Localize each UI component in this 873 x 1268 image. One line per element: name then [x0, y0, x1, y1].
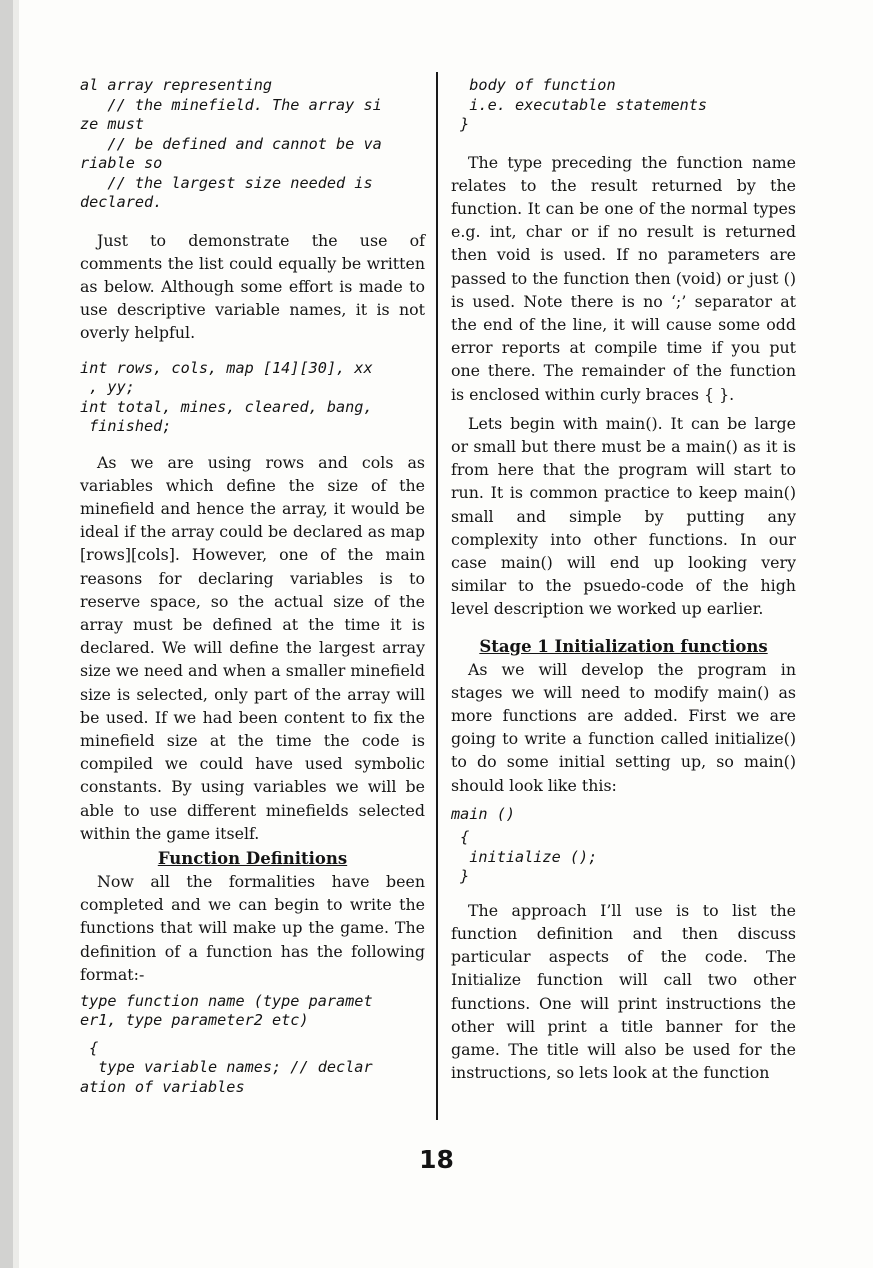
paragraph-stages: As we will develop the program in stages we will need to modify main() as more functions are added. First we are going to write a function called initialize() to do some initial setting up, so main() should look like this: [451, 659, 796, 795]
code-line: main () [451, 804, 516, 823]
code-line: ation of variables [80, 1077, 245, 1096]
section-heading-function-definitions: Function Definitions [157, 848, 348, 868]
paragraph-function-format: Now all the formalities have been completed and we can begin to write the functions that will make up the game. The definition of a function has the following format:- [80, 871, 425, 984]
code-block-declarations [80, 359, 425, 437]
code-line: i.e. executable statements [451, 95, 708, 114]
code-line: er1, type parameter2 etc) [80, 1011, 309, 1030]
code-block-main [451, 805, 796, 887]
code-line: } [451, 867, 470, 886]
paragraph-comments-demo: Just to demonstrate the use of comments the list could equally be written as below. Although some effort is made to use descriptive variable names, it is not overly helpful. [80, 230, 425, 343]
code-line: int rows, cols, map [14][30], xx [80, 358, 373, 377]
code-line: initialize (); [451, 847, 598, 866]
paragraph-array-size: As we are using rows and cols as variables which define the size of the minefield and hence the array, it would be ideal if the array could be declared as map [rows][cols]. However, one of the main reasons for declaring variables is to reserve space, so the actual size of the array must be defined at the time it is declared. We will define the largest array size we need and when a smaller minefield size is selected, only part of the array will be used. If we had been content to fix the minefield size at the time the code is compiled we could have used symbolic constants. By using variables we will be able to use different minefields selected within the game itself. [80, 452, 425, 843]
page-number: 18 [419, 1145, 454, 1174]
code-line: ze must [80, 115, 145, 133]
code-line: type function name (type paramet [80, 991, 373, 1010]
paragraph-approach: The approach I’ll use is to list the function definition and then discuss particular aspects of the code. The Initialize function will call two other functions. One will print instructions the other will print a title banner for the game. The title will also be used for the instructions, so lets look at the function [451, 900, 796, 1083]
code-line: { [451, 828, 470, 847]
code-line: riable so [80, 154, 163, 172]
left-column [80, 76, 425, 1097]
code-line: { [80, 1038, 99, 1057]
code-line: declared. [80, 193, 163, 211]
paragraph-main-function: Lets begin with main(). It can be large or small but there must be a main() as it is from here that the program will start to run. It is common practice to keep main() small and simple by putting any complexity into other functions. In our case main() will end up looking very similar to the psuedo-code of the high level description we worked up earlier. [451, 413, 796, 619]
right-column [451, 76, 796, 1084]
code-line: type variable names; // declar [80, 1058, 373, 1077]
code-line: // the minefield. The array si [80, 95, 382, 114]
code-line: finished; [80, 417, 172, 436]
code-line: int total, mines, cleared, bang, [80, 397, 373, 416]
code-line: } [451, 115, 470, 133]
column-divider [436, 72, 438, 1120]
code-block-comments [80, 76, 425, 213]
code-line: al array representing [80, 76, 273, 94]
code-line: body of function [451, 76, 616, 94]
code-line: // the largest size needed is [80, 173, 373, 192]
paragraph-return-type: The type preceding the function name relates to the result returned by the function. It can be one of the normal types e.g. int, char or if no result is returned then void is used. If no parameters are passed to the function then (void) or just () is used. Note there is no ‘;’ separator at the end of the line, it will cause some odd error reports at compile time if you put one there. The remainder of the function is enclosed within curly braces { }. [451, 152, 796, 404]
scan-edge-shadow [0, 0, 13, 1268]
section-heading-stage-1: Stage 1 Initialization functions [479, 636, 768, 656]
code-line: // be defined and cannot be va [80, 134, 382, 153]
scan-edge-highlight [13, 0, 19, 1268]
code-block-function-format [80, 992, 425, 1098]
code-block-function-body [451, 76, 796, 135]
code-line: , yy; [80, 378, 135, 397]
